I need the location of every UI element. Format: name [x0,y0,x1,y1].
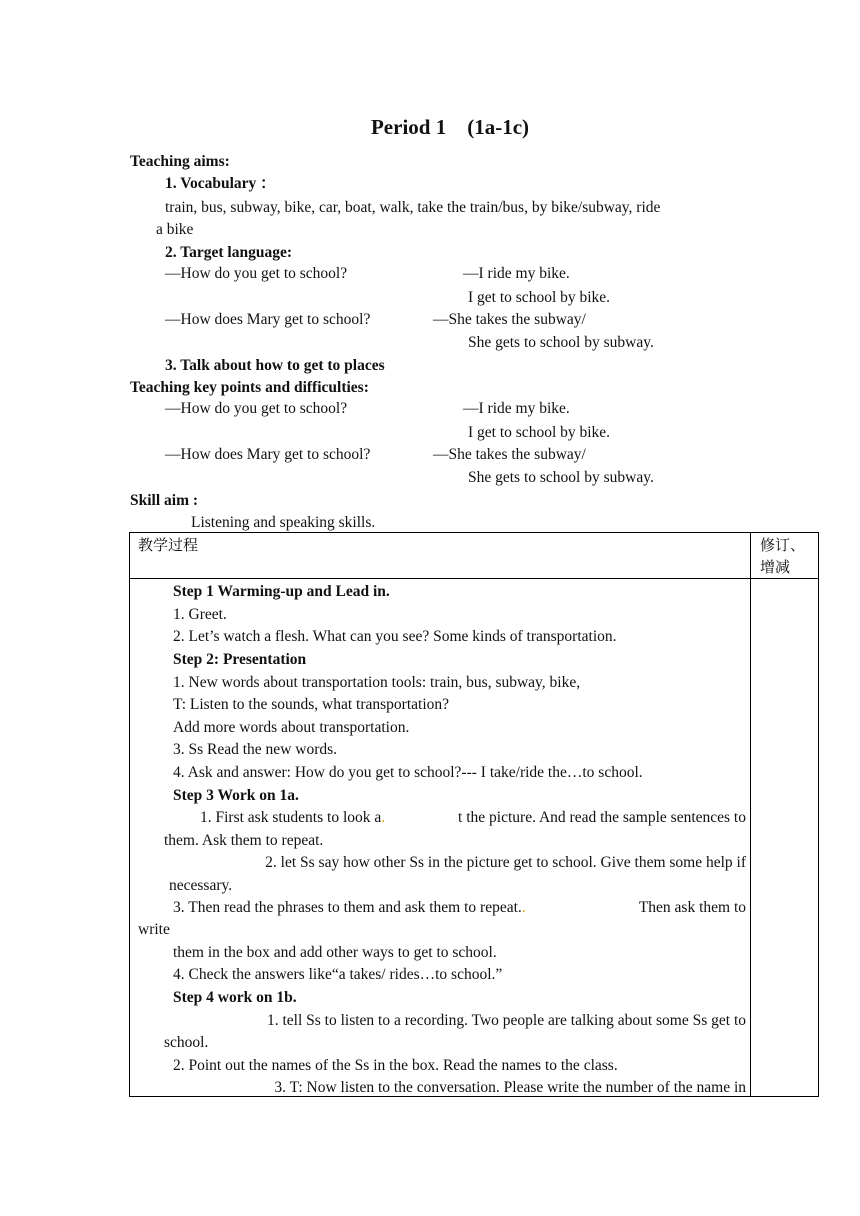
aims-answer-2b: She gets to school by subway. [468,334,654,351]
step-3-item-1a: 1. First ask students to look a. [200,809,386,826]
target-language-heading: 2. Target language: [165,244,293,261]
step-4-heading: Step 4 work on 1b. [173,989,297,1006]
step-1-heading: Step 1 Warming-up and Lead in. [173,583,390,600]
table-header-revision-2: 增减 [760,558,791,576]
step-1-item-2: 2. Let’s watch a flesh. What can you see? Some kinds of transportation. [173,628,617,645]
step-3-item-2b: necessary. [169,877,233,894]
aims-answer-1b: I get to school by bike. [468,289,611,306]
step-3-item-1b: t the picture. And read the sample sentences to [458,809,746,826]
step-3-item-3c: write [138,921,170,938]
step-2-heading: Step 2: Presentation [173,651,307,668]
skill-aim-text: Listening and speaking skills. [191,514,376,531]
table-header-revision-1: 修订、 [760,536,806,554]
table-header-process: 教学过程 [138,536,199,554]
step-3-item-1c: them. Ask them to repeat. [164,832,324,849]
skill-aim-heading: Skill aim : [130,492,199,509]
step-4-item-2: 2. Point out the names of the Ss in the box. Read the names to the class. [173,1057,618,1074]
aims-question-1: —How do you get to school? [165,265,348,282]
table-column-divider [750,532,751,1097]
step-2-item-2: T: Listen to the sounds, what transportation? [173,696,450,713]
kp-answer-2: —She takes the subway/ [433,446,586,463]
step-2-item-5: 4. Ask and answer: How do you get to school?--- I take/ride the…to school. [173,764,643,781]
page-title: Period 1 (1a-1c) [370,115,530,139]
step-3-item-2a: 2. let Ss say how other Ss in the picture get to school. Give them some help if [265,854,746,871]
step-2-item-3: Add more words about transportation. [173,719,410,736]
kp-answer-2b: She gets to school by subway. [468,469,654,486]
step-2-item-4: 3. Ss Read the new words. [173,741,338,758]
step-2-item-1: 1. New words about transportation tools: train, bus, subway, bike, [173,674,581,691]
step-3-item-3b: Then ask them to [638,899,746,916]
aims-answer-1: —I ride my bike. [463,265,570,282]
step-3-heading: Step 3 Work on 1a. [173,787,299,804]
kp-answer-1: —I ride my bike. [463,400,570,417]
aims-question-2: —How does Mary get to school? [165,311,371,328]
talk-about-heading: 3. Talk about how to get to places [165,357,385,374]
step-4-item-1a: 1. tell Ss to listen to a recording. Two people are talking about some Ss get to [266,1012,746,1029]
kp-question-2: —How does Mary get to school? [165,446,371,463]
kp-answer-1b: I get to school by bike. [468,424,611,441]
step-3-item-3a: 3. Then read the phrases to them and ask them to repeat.. [173,899,526,916]
step-4-item-3: 3. T: Now listen to the conversation. Please write the number of the name in [274,1079,746,1096]
step-3-item-4: 4. Check the answers like“a takes/ rides…to school.” [173,966,503,983]
vocabulary-line-2: a bike [156,221,194,238]
vocabulary-heading: 1. Vocabulary ： [165,175,276,192]
key-points-heading: Teaching key points and difficulties: [130,379,369,396]
kp-question-1: —How do you get to school? [165,400,348,417]
vocabulary-line-1: train, bus, subway, bike, car, boat, walk, take the train/bus, by bike/subway, ride [165,199,661,216]
teaching-aims-heading: Teaching aims: [130,153,230,170]
step-1-item-1: 1. Greet. [173,606,227,623]
aims-answer-2: —She takes the subway/ [433,311,586,328]
step-3-item-3d: them in the box and add other ways to get to school. [173,944,497,961]
table-header-divider [129,578,819,579]
step-4-item-1b: school. [164,1034,209,1051]
